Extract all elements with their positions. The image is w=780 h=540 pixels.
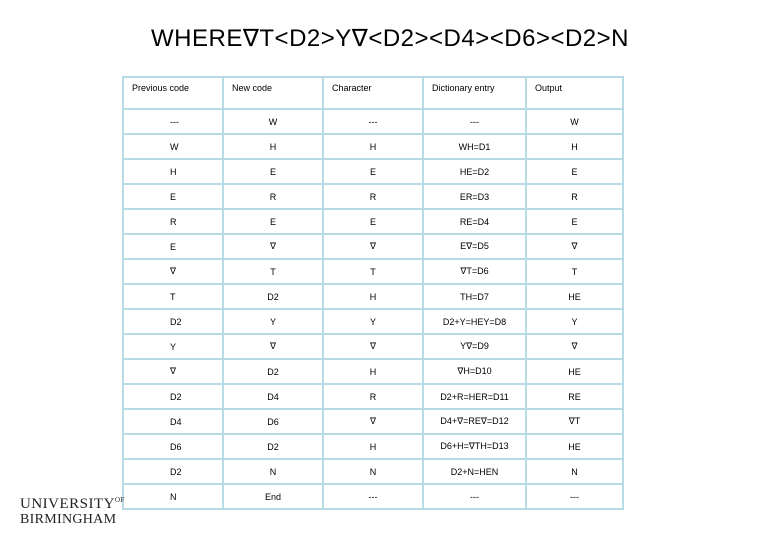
dictionary-entry-cell: ∇T=D6	[423, 259, 526, 284]
previous-code-cell: D2	[123, 309, 223, 334]
table-row	[123, 159, 623, 184]
dictionary-entry-cell: D2+R=HER=D11	[423, 384, 526, 409]
dictionary-entry-cell: HE=D2	[423, 159, 526, 184]
output-cell: ∇	[526, 334, 623, 359]
previous-code-cell: E	[123, 234, 223, 259]
table-row	[123, 134, 623, 159]
new-code-cell: D2	[223, 434, 323, 459]
dictionary-entry-cell: D4+∇=RE∇=D12	[423, 409, 526, 434]
table-row	[123, 284, 623, 309]
dictionary-entry-cell: D2+N=HEN	[423, 459, 526, 484]
character-cell: ---	[323, 484, 423, 509]
header-character: Character	[323, 77, 423, 109]
new-code-cell: E	[223, 159, 323, 184]
header-output: Output	[526, 77, 623, 109]
output-cell: HE	[526, 434, 623, 459]
previous-code-cell: ∇	[123, 359, 223, 384]
header-previous-code: Previous code	[123, 77, 223, 109]
previous-code-cell: T	[123, 284, 223, 309]
dictionary-entry-cell: ER=D3	[423, 184, 526, 209]
university-logo	[20, 497, 125, 527]
previous-code-cell: Y	[123, 334, 223, 359]
output-cell: N	[526, 459, 623, 484]
previous-code-cell: H	[123, 159, 223, 184]
character-cell: H	[323, 134, 423, 159]
new-code-cell: T	[223, 259, 323, 284]
character-cell: H	[323, 359, 423, 384]
output-cell: HE	[526, 359, 623, 384]
output-cell: W	[526, 109, 623, 134]
character-cell: H	[323, 284, 423, 309]
table-row	[123, 359, 623, 384]
output-cell: H	[526, 134, 623, 159]
table-row	[123, 434, 623, 459]
output-cell: RE	[526, 384, 623, 409]
table-row	[123, 334, 623, 359]
character-cell: R	[323, 384, 423, 409]
table-row	[123, 234, 623, 259]
table-row	[123, 484, 623, 509]
new-code-cell: W	[223, 109, 323, 134]
character-cell: H	[323, 434, 423, 459]
new-code-cell: D2	[223, 359, 323, 384]
output-cell: HE	[526, 284, 623, 309]
dictionary-entry-cell: ∇H=D10	[423, 359, 526, 384]
dictionary-entry-cell: Y∇=D9	[423, 334, 526, 359]
new-code-cell: D4	[223, 384, 323, 409]
logo-line-university: $UNIVERSITY^{OF}$	[20, 496, 125, 512]
new-code-cell: R	[223, 184, 323, 209]
new-code-cell: N	[223, 459, 323, 484]
new-code-cell: D6	[223, 409, 323, 434]
previous-code-cell: N	[123, 484, 223, 509]
dictionary-entry-cell: ---	[423, 484, 526, 509]
new-code-cell: Y	[223, 309, 323, 334]
output-cell: E	[526, 209, 623, 234]
previous-code-cell: ∇	[123, 259, 223, 284]
dictionary-entry-cell: TH=D7	[423, 284, 526, 309]
dictionary-entry-cell: RE=D4	[423, 209, 526, 234]
output-cell: Y	[526, 309, 623, 334]
previous-code-cell: D6	[123, 434, 223, 459]
table-row	[123, 184, 623, 209]
previous-code-cell: ---	[123, 109, 223, 134]
new-code-cell: E	[223, 209, 323, 234]
previous-code-cell: E	[123, 184, 223, 209]
table-row	[123, 309, 623, 334]
new-code-cell: ∇	[223, 334, 323, 359]
output-cell: ---	[526, 484, 623, 509]
character-cell: ∇	[323, 409, 423, 434]
dictionary-entry-cell: WH=D1	[423, 134, 526, 159]
output-cell: E	[526, 159, 623, 184]
character-cell: N	[323, 459, 423, 484]
output-cell: R	[526, 184, 623, 209]
table-row	[123, 409, 623, 434]
output-cell: ∇T	[526, 409, 623, 434]
table-row	[123, 259, 623, 284]
character-cell: ∇	[323, 334, 423, 359]
previous-code-cell: W	[123, 134, 223, 159]
table-row	[123, 459, 623, 484]
character-cell: R	[323, 184, 423, 209]
dictionary-entry-cell: E∇=D5	[423, 234, 526, 259]
header-new-code: New code	[223, 77, 323, 109]
table-row	[123, 109, 623, 134]
table-row	[123, 384, 623, 409]
lzw-decoding-table	[122, 76, 624, 510]
character-cell: E	[323, 159, 423, 184]
dictionary-entry-cell: D6+H=∇TH=D13	[423, 434, 526, 459]
new-code-cell: D2	[223, 284, 323, 309]
output-cell: ∇	[526, 234, 623, 259]
dictionary-entry-cell: D2+Y=HEY=D8	[423, 309, 526, 334]
character-cell: ∇	[323, 234, 423, 259]
character-cell: Y	[323, 309, 423, 334]
dictionary-entry-cell: ---	[423, 109, 526, 134]
logo-line-birmingham: BIRMINGHAM	[20, 512, 117, 527]
new-code-cell: H	[223, 134, 323, 159]
slide-title: WHERE∇T<D2>Y∇<D2><D4><D6><D2>N	[151, 25, 629, 52]
character-cell: E	[323, 209, 423, 234]
character-cell: ---	[323, 109, 423, 134]
previous-code-cell: D4	[123, 409, 223, 434]
table-row	[123, 209, 623, 234]
output-cell: T	[526, 259, 623, 284]
previous-code-cell: R	[123, 209, 223, 234]
header-dictionary-entry: Dictionary entry	[423, 77, 526, 109]
new-code-cell: End	[223, 484, 323, 509]
new-code-cell: ∇	[223, 234, 323, 259]
previous-code-cell: D2	[123, 384, 223, 409]
table-header-row	[123, 77, 623, 109]
previous-code-cell: D2	[123, 459, 223, 484]
character-cell: T	[323, 259, 423, 284]
